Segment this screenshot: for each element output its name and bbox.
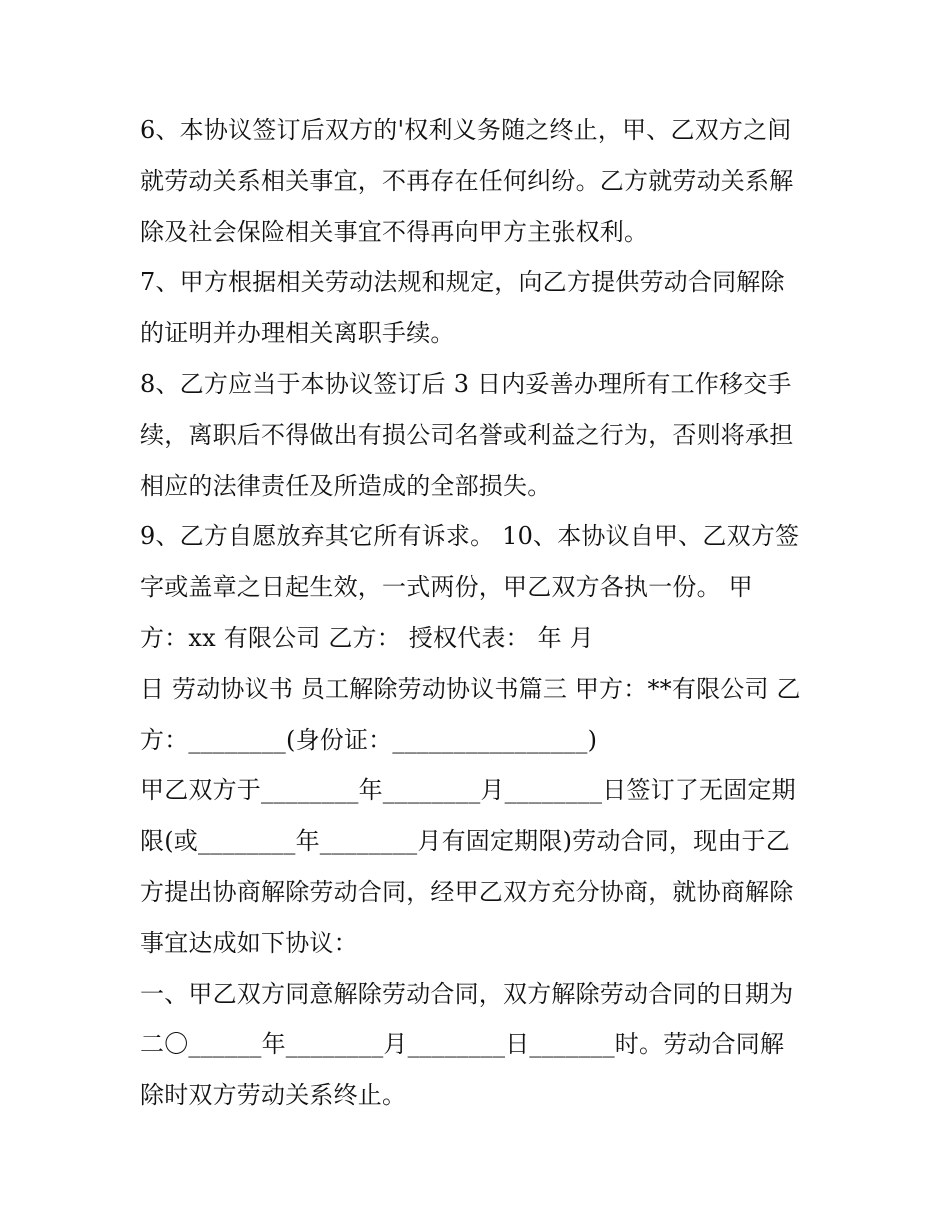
- document-body: [140, 105, 830, 1121]
- text-line-3: 除及社会保险相关事宜不得再向甲方主张权利。: [140, 217, 649, 246]
- text-line-15: 限(或________年________月有固定期限)劳动合同，现由于乙: [140, 827, 790, 856]
- text-line-20: 除时双方劳动关系终止。: [140, 1081, 407, 1110]
- text-line-11: 方：xx 有限公司 乙方： 授权代表： 年 月: [140, 623, 594, 652]
- text-line-19: 二〇______年________月________日_______时。劳动合同解: [140, 1030, 785, 1059]
- text-line-8: 相应的法律责任及所造成的全部损失。: [140, 471, 552, 500]
- text-line-16: 方提出协商解除劳动合同，经甲乙双方充分协商，就协商解除: [140, 877, 794, 906]
- text-line-4: 7、甲方根据相关劳动法规和规定，向乙方提供劳动合同解除: [140, 268, 785, 297]
- text-line-18: 一、甲乙双方同意解除劳动合同，双方解除劳动合同的日期为: [140, 979, 794, 1008]
- text-line-9: 9、乙方自愿放弃其它所有诉求。 10、本协议自甲、乙双方签: [140, 522, 800, 551]
- text-line-5: 的证明并办理相关离职手续。: [140, 319, 455, 348]
- text-line-14: 甲乙双方于________年________月________日签订了无固定期: [140, 776, 796, 805]
- text-line-13: 方：________(身份证：________________): [140, 725, 598, 754]
- text-line-10: 字或盖章之日起生效，一式两份，甲乙双方各执一份。 甲: [140, 573, 753, 602]
- text-line-1: 6、本协议签订后双方的'权利义务随之终止，甲、乙双方之间: [140, 116, 792, 144]
- text-line-6: 8、乙方应当于本协议签订后 3 日内妥善办理所有工作移交手: [140, 369, 792, 398]
- text-line-12: 日 劳动协议书 员工解除劳动协议书篇三 甲方：**有限公司 乙: [140, 674, 801, 703]
- text-line-17: 事宜达成如下协议：: [140, 928, 358, 957]
- text-line-7: 续，离职后不得做出有损公司名誉或利益之行为，否则将承担: [140, 420, 794, 449]
- text-line-2: 就劳动关系相关事宜，不再存在任何纠纷。乙方就劳动关系解: [140, 166, 794, 195]
